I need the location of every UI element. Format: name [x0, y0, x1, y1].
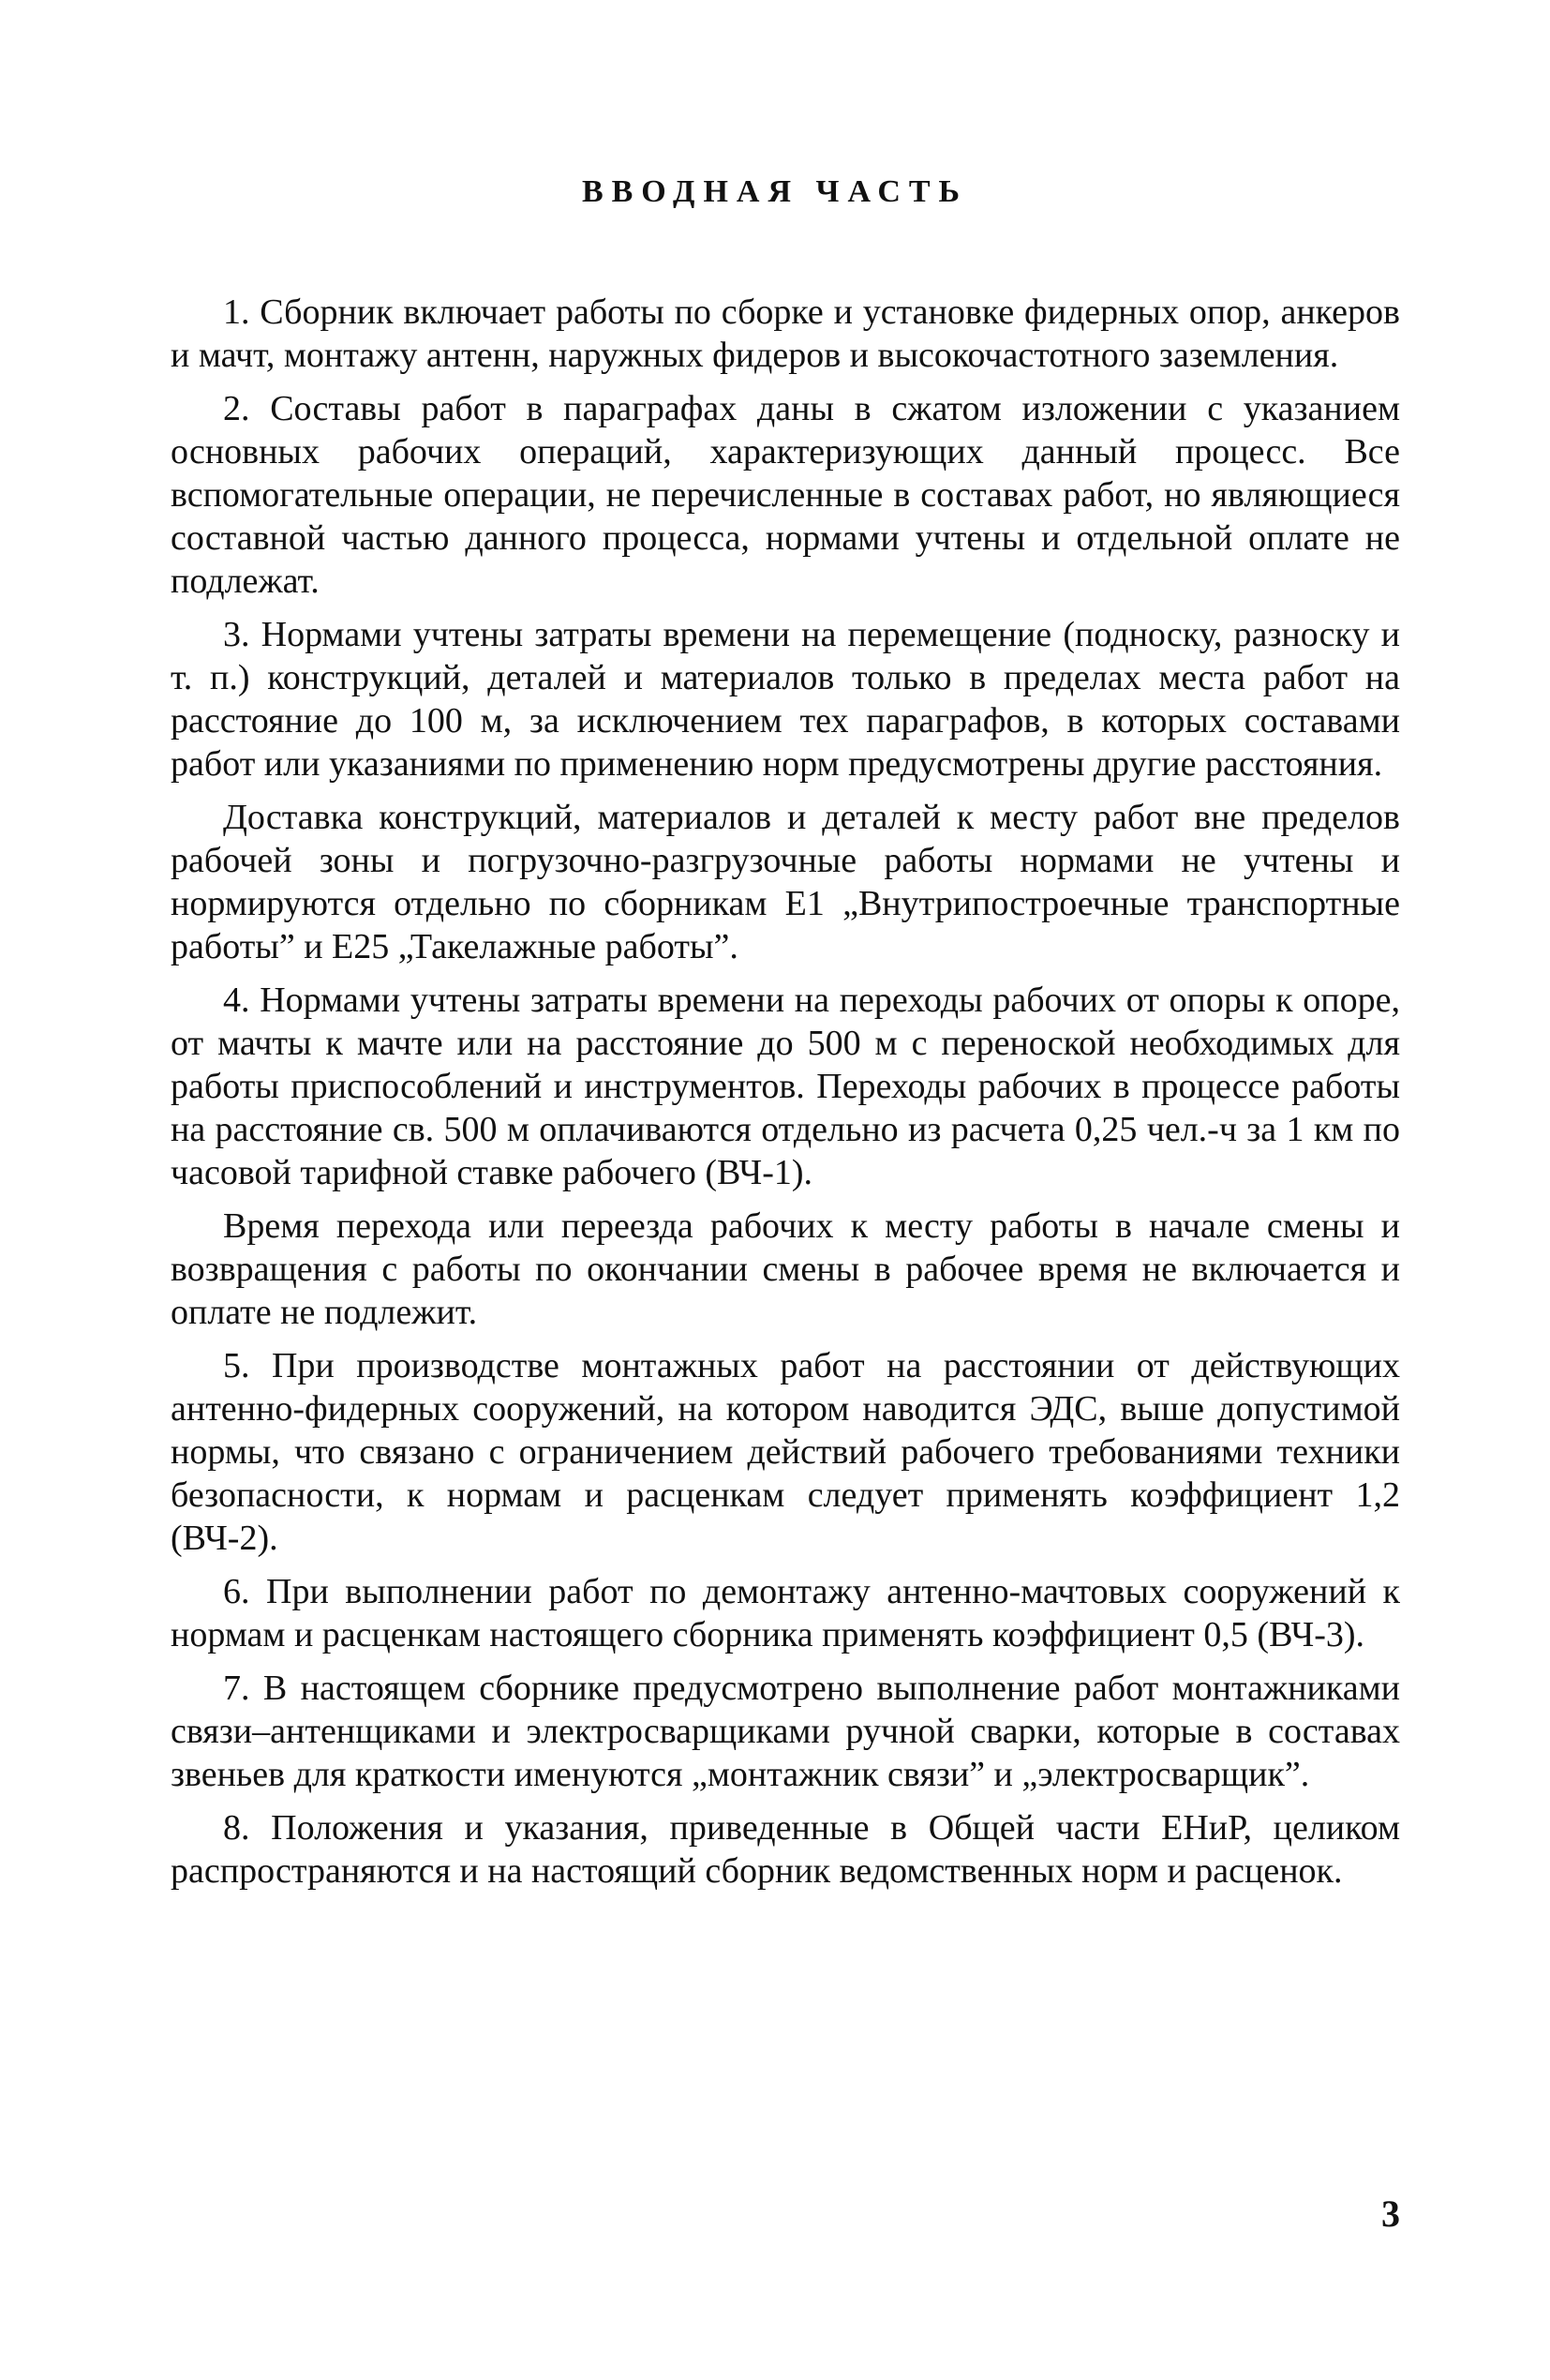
paragraph-3: 3. Нормами учтены затраты времени на перемещение (подноску, разноску и т. п.) конструкций, деталей и материалов только в пределах места работ на расстояние до 100 м, за исключением тех параграфов, в которых составами работ или указаниями по применению норм предусмотрены другие расстояния.: [171, 615, 1400, 784]
paragraph-6: 6. При выполнении работ по демонтажу антенно-мачтовых сооружений к нормам и расценкам настоящего сборника применять коэффициент 0,5 (ВЧ-3).: [171, 1572, 1400, 1654]
page-number: 3: [1381, 2193, 1400, 2235]
body-text: [171, 291, 1400, 1903]
paragraph-7: 7. В настоящем сборнике предусмотрено выполнение работ монтажниками связи–антенщиками и электросварщиками ручной сварки, которые в составах звеньев для краткости именуются „монтажник связи” и „электросварщик”.: [171, 1669, 1400, 1794]
paragraph-4-continued: Время перехода или переезда рабочих к месту работы в начале смены и возвращения с работы по окончании смены в рабочее время не включается и оплате не подлежит.: [171, 1206, 1400, 1332]
paragraph-2: 2. Составы работ в параграфах даны в сжатом изложении с указанием основных рабочих операций, характеризующих данный процесс. Все вспомогательные операции, не перечисленные в составах работ, но являющиеся составной частью данного процесса, нормами учтены и отдельной оплате не подлежат.: [171, 389, 1400, 601]
paragraph-1: 1. Сборник включает работы по сборке и установке фидерных опор, анкеров и мачт, монтажу антенн, наружных фидеров и высокочастотного заземления.: [171, 292, 1400, 375]
paragraph-5: 5. При производстве монтажных работ на расстоянии от действующих антенно-фидерных сооружений, на котором наводится ЭДС, выше допустимой нормы, что связано с ограничением действий рабочего требованиями техники безопасности, к нормам и расценкам следует применять коэффициент 1,2 (ВЧ-2).: [171, 1346, 1400, 1558]
paragraph-3-continued: Доставка конструкций, материалов и деталей к месту работ вне пределов рабочей зоны и погрузочно-разгрузочные работы нормами не учтены и нормируются отдельно по сборникам Е1 „Внутрипостроечные транспортные работы” и Е25 „Такелажные работы”.: [171, 798, 1400, 966]
section-heading: ВВОДНАЯ ЧАСТЬ: [581, 174, 969, 209]
paragraph-4: 4. Нормами учтены затраты времени на переходы рабочих от опоры к опоре, от мачты к мачте или на расстояние до 500 м с переноской необходимых для работы приспособлений и инструментов. Переходы рабочих в процессе работы на расстояние св. 500 м оплачиваются отдельно из расчета 0,25 чел.-ч за 1 км по часовой тарифной ставке рабочего (ВЧ-1).: [171, 980, 1400, 1192]
paragraph-8: 8. Положения и указания, приведенные в Общей части ЕНиР, целиком распространяются и на настоящий сборник ведомственных норм и расценок.: [171, 1808, 1400, 1891]
